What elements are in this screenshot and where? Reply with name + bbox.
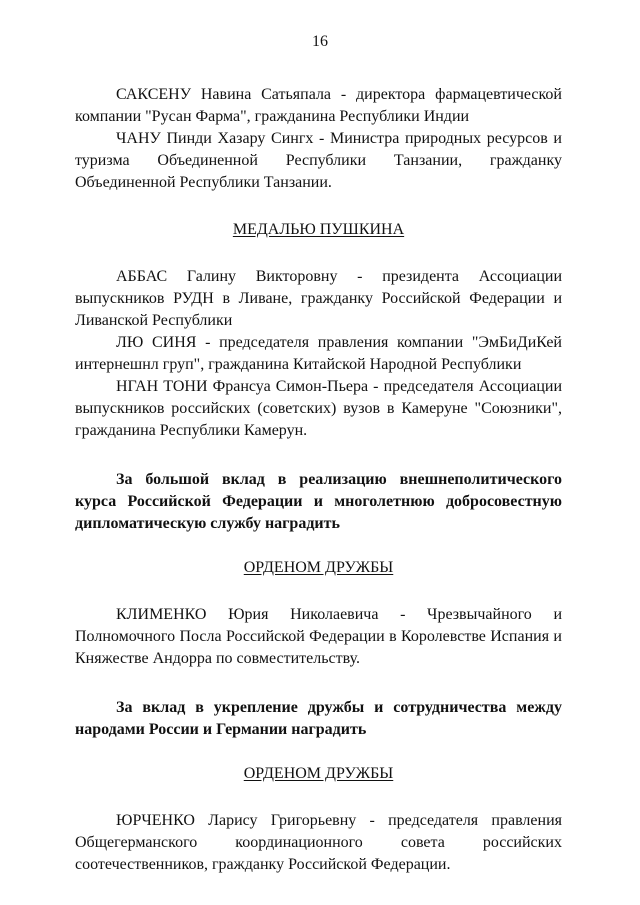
spacer: [75, 241, 562, 266]
spacer: [75, 670, 562, 697]
award-reason-diplomatic-service: За большой вклад в реализацию внешнеполитического курса Российской Федерации и многолетнюю добросовестную дипломатическую службу наградить: [75, 471, 562, 532]
paragraph-saksena: САКСЕНУ Навина Сатьяпала - директора фармацевтической компании "Русан Фарма", гражданина Республики Индии: [75, 86, 562, 125]
spacer: [75, 535, 562, 557]
spacer: [75, 741, 562, 763]
award-heading-pushkin-medal: МЕДАЛЬЮ ПУШКИНА: [232, 221, 405, 238]
paragraph-liu-sinya: ЛЮ СИНЯ - председателя правления компании "ЭмБиДиКей интернешнл груп", гражданина Китайской Народной Республики: [75, 334, 562, 373]
paragraph-chanu: ЧАНУ Пинди Хазару Сингх - Министра природных ресурсов и туризма Объединенной Республики Танзании, гражданку Объединенной Республики Танзании.: [75, 130, 562, 191]
spacer: [75, 442, 562, 469]
award-reason-russia-germany-friendship: За вклад в укрепление дружбы и сотрудничества между народами России и Германии наградить: [75, 699, 562, 738]
paragraph-abbas: АББАС Галину Викторовну - президента Ассоциации выпускников РУДН в Ливане, гражданку Российской Федерации и Ливанской Республики: [75, 268, 562, 329]
document-body: [75, 84, 562, 876]
paragraph-ngan-toni: НГАН ТОНИ Франсуа Симон-Пьера - председателя Ассоциации выпускников российских (советских) вузов в Камеруне "Союзники", гражданина Республики Камерун.: [75, 378, 562, 439]
spacer: [75, 785, 562, 810]
page-number: 16: [312, 33, 328, 50]
spacer: [75, 579, 562, 604]
paragraph-yurchenko: ЮРЧЕНКО Ларису Григорьевну - председателя правления Общегерманского координационного совета российских соотечественников, гражданку Российской Федерации.: [75, 812, 562, 873]
award-heading-order-of-friendship: ОРДЕНОМ ДРУЖБЫ: [243, 559, 394, 576]
spacer: [75, 194, 562, 219]
paragraph-klimenko: КЛИМЕНКО Юрия Николаевича - Чрезвычайного и Полномочного Посла Российской Федерации в Королевстве Испания и Княжестве Андорра по совместительству.: [75, 606, 562, 667]
award-heading-order-of-friendship-2: ОРДЕНОМ ДРУЖБЫ: [243, 765, 394, 782]
